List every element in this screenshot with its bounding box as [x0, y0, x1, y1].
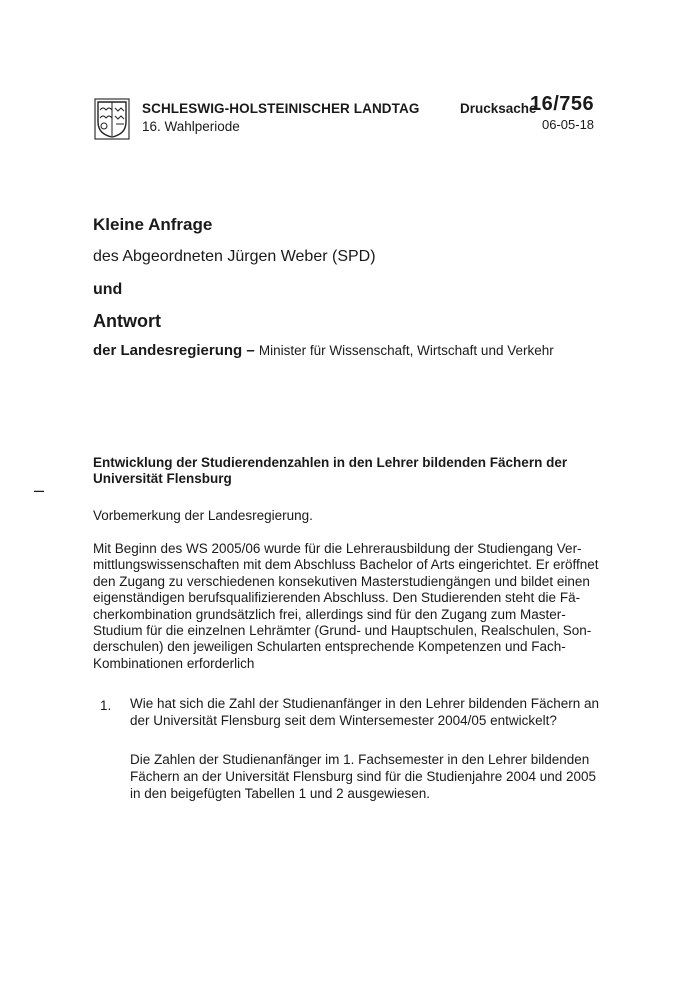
- separator-dash: –: [242, 342, 259, 359]
- answer-line: in den beigefügten Tabellen 1 und 2 ausgewiesen.: [130, 786, 430, 801]
- paragraph-line: Kombinationen erforderlich: [93, 655, 255, 671]
- paragraph-line: derschulen) den jeweiligen Schularten entsprechende Kompetenzen und Fach-: [93, 639, 566, 655]
- question-number: 1.: [100, 698, 112, 713]
- vorbemerkung-heading: Vorbemerkung der Landesregierung.: [93, 508, 313, 523]
- paragraph-line: Studium für die einzelnen Lehrämter (Grund- und Hauptschulen, Realschulen, Son-: [93, 623, 592, 639]
- answer-line: Fächern an der Universität Flensburg sind für die Studienjahre 2004 und 2005: [130, 769, 597, 784]
- answer-line: Die Zahlen der Studienanfänger im 1. Fachsemester in den Lehrer bildenden: [130, 752, 590, 767]
- landesregierung-line: [93, 342, 554, 359]
- minister-name: Minister für Wissenschaft, Wirtschaft und Verkehr: [258, 343, 554, 358]
- paragraph-line: eigenständigen berufsqualifizierenden Abschluss. Den Studierenden steht die Fä-: [93, 590, 581, 606]
- question-line: der Universität Flensburg seit dem Wintersemester 2004/05 entwickelt?: [130, 713, 557, 728]
- abgeordneter-line: des Abgeordneten Jürgen Weber (SPD): [93, 248, 376, 265]
- und-line: und: [93, 281, 123, 298]
- question-text: [130, 695, 600, 729]
- paragraph-line: den Zugang zu verschiedenen konsekutiven Masterstudiengängen und bildet einen: [93, 573, 590, 589]
- legislative-period: 16. Wahlperiode: [142, 119, 240, 134]
- document-date: 06-05-18: [542, 117, 595, 132]
- paragraph-line: mittlungswissenschaften mit dem Abschluss Bachelor of Arts eingerichtet. Er eröffnet: [93, 557, 599, 573]
- document-topic: Entwicklung der Studierendenzahlen in den Lehrer bildenden Fächern der Universität Flensburg: [93, 455, 568, 486]
- question-line: Wie hat sich die Zahl der Studienanfänger in den Lehrer bildenden Fächern an: [130, 696, 600, 711]
- margin-mark: –: [34, 480, 45, 500]
- heading-kleine-anfrage: Kleine Anfrage: [93, 215, 213, 234]
- institution-name: SCHLESWIG-HOLSTEINISCHER LANDTAG: [142, 101, 420, 116]
- paragraph-line: Mit Beginn des WS 2005/06 wurde für die Lehrerausbildung der Studiengang Ver-: [93, 541, 582, 556]
- landesregierung-label: der Landesregierung: [93, 342, 243, 359]
- drucksache-number: 16/756: [530, 93, 595, 115]
- drucksache-label: Drucksache: [460, 101, 537, 116]
- answer-text: [130, 751, 597, 802]
- paragraph-line: cherkombination grundsätzlich frei, allerdings sind für den Zugang zum Master-: [93, 606, 566, 622]
- vorbemerkung-paragraph: [93, 541, 599, 672]
- heading-antwort: Antwort: [93, 311, 161, 331]
- landtag-crest-logo: [94, 98, 130, 140]
